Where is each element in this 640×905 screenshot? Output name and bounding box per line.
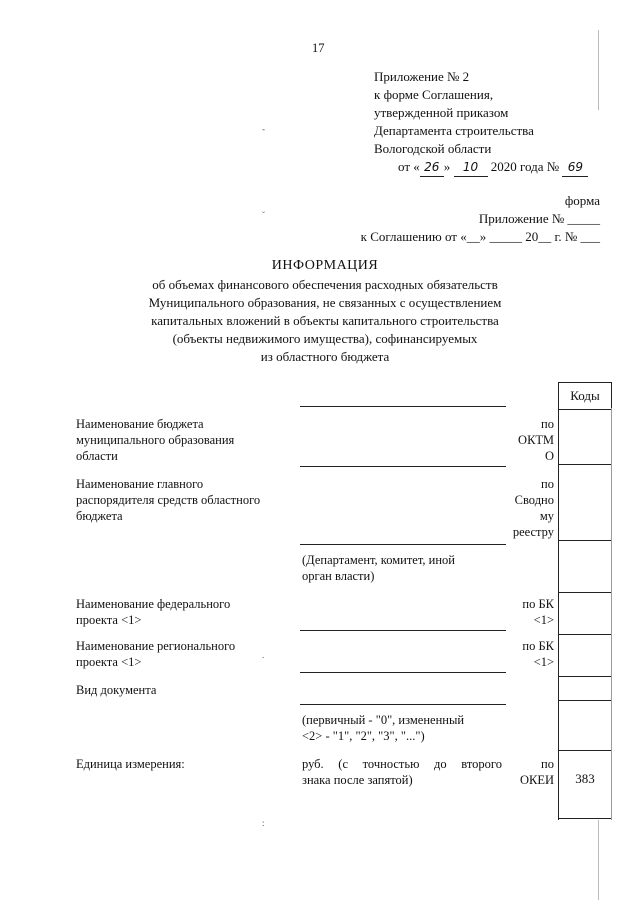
codes-row-divider (558, 634, 611, 635)
codes-row-divider (558, 464, 611, 465)
unit-code-label (494, 756, 554, 788)
form-agreement: к Соглашению от «__» _____ 20__ г. № ___ (360, 229, 600, 244)
form-label: форма (564, 193, 600, 208)
unit-code-label-line: ОКЕИ (519, 773, 554, 787)
doc-type-note (302, 712, 464, 744)
regional-project-code-line: по БК (522, 639, 554, 653)
regional-project-label-line: Наименование регионального (76, 639, 236, 653)
blank-field-line (300, 630, 506, 631)
codes-row-divider (558, 700, 611, 701)
unit-description (302, 756, 502, 788)
manager-code-label-line: му (539, 509, 554, 523)
blank-field-line (300, 544, 506, 545)
codes-row-divider (558, 540, 611, 541)
codes-row-divider (558, 818, 611, 819)
manager-code-label-line: Сводно (514, 493, 554, 507)
codes-column-left-border (558, 408, 559, 820)
scan-edge-line (598, 820, 599, 900)
header-approved: утвержденной приказом (374, 105, 509, 120)
federal-project-code-label (494, 596, 554, 628)
blank-field-line (300, 466, 506, 467)
doc-subtitle-4: (объекты недвижимого имущества), софинансируемых (172, 331, 478, 346)
scan-speck: ˘ (262, 210, 265, 220)
manager-name-label-line: бюджета (76, 509, 123, 523)
header-department: Департамента строительства (374, 123, 534, 138)
header-date (398, 158, 588, 177)
doc-subtitle-1: об объемах финансового обеспечения расходных обязательств (152, 277, 498, 292)
date-day-handwritten: 26 (420, 159, 444, 177)
budget-code-label-line: О (544, 449, 554, 463)
date-suffix: 2020 года № (490, 159, 560, 174)
budget-name-label-line: Наименование бюджета (76, 417, 204, 431)
federal-project-label-line: Наименование федерального (76, 597, 231, 611)
federal-project-code-line: <1> (533, 613, 554, 627)
codes-column-right-border (611, 408, 612, 820)
budget-name-label (76, 416, 234, 464)
codes-header-cell (558, 382, 612, 410)
doc-type-note-line: <2> - "1", "2", "3", "...") (302, 729, 425, 743)
form-appendix: Приложение № _____ (478, 211, 600, 226)
budget-name-label-line: области (76, 449, 118, 463)
unit-code-label-line: по (541, 757, 554, 771)
manager-name-label-line: Наименование главного (76, 477, 204, 491)
date-number-handwritten: 69 (562, 159, 588, 177)
manager-note-line: (Департамент, комитет, иной (302, 553, 455, 567)
manager-code-label-line: по (541, 477, 554, 491)
budget-code-label-line: ОКТМ (518, 433, 554, 447)
doc-subtitle-3: капитальных вложений в объекты капитального строительства (151, 313, 499, 328)
scan-speck: - (262, 124, 265, 134)
manager-name-label-line: распорядителя средств областного (76, 493, 261, 507)
header-appendix: Приложение № 2 (374, 69, 470, 84)
page-number: 17 (312, 41, 325, 55)
federal-project-label-line: проекта <1> (76, 613, 142, 627)
header-region: Вологодской области (374, 141, 492, 156)
regional-project-code-line: <1> (533, 655, 554, 669)
scan-speck: : (262, 818, 265, 828)
regional-project-label (76, 638, 235, 670)
regional-project-code-label (494, 638, 554, 670)
blank-field-line (300, 406, 506, 407)
blank-field-line (300, 704, 506, 705)
regional-project-label-line: проекта <1> (76, 655, 142, 669)
budget-code-label (494, 416, 554, 464)
unit-description-line: руб. (с точностью до второго (302, 757, 502, 771)
date-month-handwritten: 10 (454, 159, 488, 177)
doc-type-label: Вид документа (76, 683, 157, 697)
codes-row-divider (558, 676, 611, 677)
unit-label: Единица измерения: (76, 757, 185, 771)
doc-subtitle-5: из областного бюджета (260, 349, 390, 364)
doc-title: ИНФОРМАЦИЯ (271, 258, 379, 273)
manager-code-label (494, 476, 554, 540)
doc-type-note-line: (первичный - "0", измененный (302, 713, 465, 727)
codes-row-divider (558, 592, 611, 593)
doc-subtitle-2: Муниципального образования, не связанных с осуществлением (148, 295, 502, 310)
header-form: к форме Соглашения, (374, 87, 494, 102)
federal-project-code-line: по БК (522, 597, 554, 611)
scan-speck: . (262, 650, 265, 660)
manager-code-label-line: реестру (512, 525, 554, 539)
codes-header-label: Коды (570, 388, 600, 403)
manager-note-line: орган власти) (302, 569, 375, 583)
blank-field-line (300, 672, 506, 673)
federal-project-label (76, 596, 230, 628)
manager-name-label (76, 476, 260, 524)
manager-note (302, 552, 455, 584)
scan-edge-line (598, 30, 599, 110)
budget-name-label-line: муниципального образования (76, 433, 235, 447)
unit-description-line: знака после запятой) (302, 773, 413, 787)
date-prefix: от « (398, 159, 420, 174)
date-mid: » (443, 159, 451, 174)
okei-code-value: 383 (575, 771, 595, 786)
budget-code-label-line: по (541, 417, 554, 431)
codes-row-divider (558, 750, 611, 751)
